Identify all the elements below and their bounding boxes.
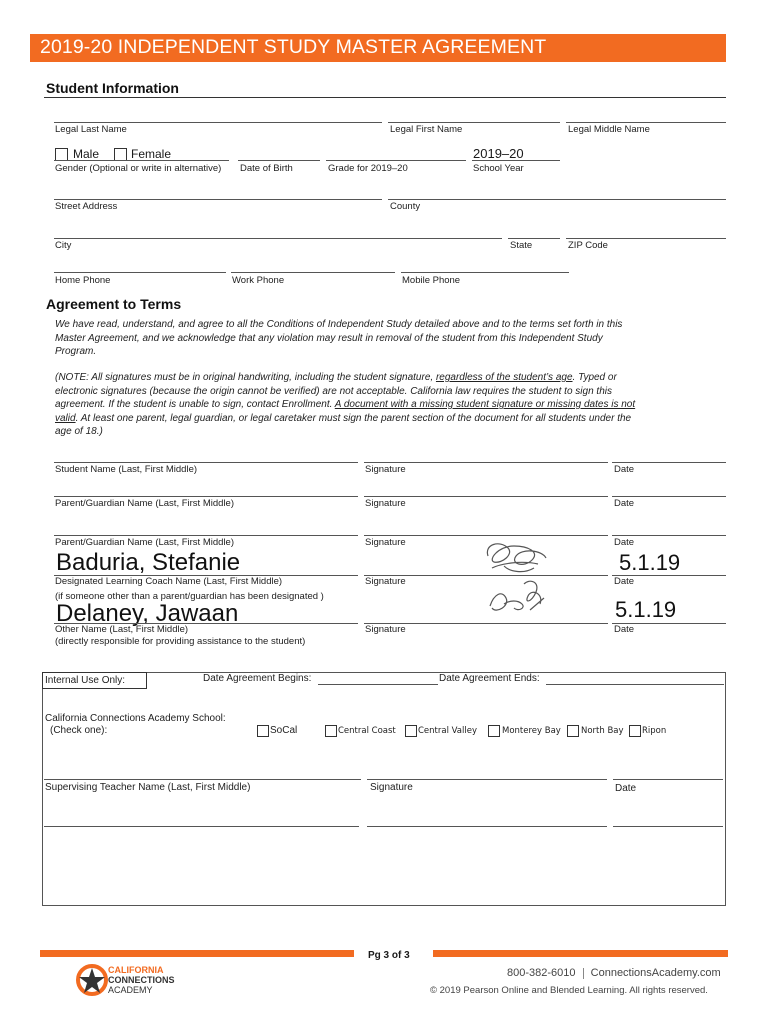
signature-label: Signature [365,464,406,475]
date-begins-line[interactable] [318,684,438,685]
home-phone-line[interactable] [54,272,226,273]
mobile-phone-line[interactable] [401,272,569,273]
ripon-checkbox[interactable] [629,725,641,737]
coach-name-value: Baduria, Stefanie [56,549,241,576]
document-title: 2019-20 INDEPENDENT STUDY MASTER AGREEMENT [40,36,547,58]
logo-mark [75,963,109,997]
parent2-signature-line[interactable] [364,535,608,536]
last-name-line[interactable] [54,122,382,123]
central-valley-label: Central Valley [418,726,477,736]
parent2-name-label: Parent/Guardian Name (Last, First Middle) [55,537,234,548]
footer-contact [507,967,721,979]
parent1-name-line[interactable] [54,496,358,497]
date-ends-line[interactable] [546,684,724,685]
central-coast-label: Central Coast [338,726,396,736]
footer-bar-left [40,950,354,957]
student-name-label: Student Name (Last, First Middle) [55,464,198,475]
page-number: Pg 3 of 3 [368,950,410,961]
date-label: Date [614,576,635,587]
school-year-line[interactable] [472,160,560,161]
footer-phone: 800-382-6010 [507,967,576,979]
dob-line[interactable] [238,160,320,161]
note-line [55,371,725,385]
student-date-line[interactable] [612,462,726,463]
zip-line[interactable] [566,238,726,239]
male-label: Male [73,147,100,161]
monterey-bay-checkbox[interactable] [488,725,500,737]
para-line: We have read, understand, and agree to all the Conditions of Independent Study detailed above and to the terms set forth in this [55,319,623,330]
first-name-line[interactable] [388,122,560,123]
school-year-value: 2019–20 [473,146,524,161]
supervising-lower-line [44,826,359,827]
coach-date-value: 5.1.19 [619,550,681,575]
ripon-label: Ripon [642,726,667,736]
note-line [55,398,725,412]
parent2-name-line[interactable] [54,535,358,536]
date-label: Date [614,464,635,475]
parent1-name-label: Parent/Guardian Name (Last, First Middle) [55,498,234,509]
grade-label: Grade for 2019–20 [328,163,408,174]
socal-label: SoCal [270,725,298,736]
agreement-heading: Agreement to Terms [46,296,182,312]
logo-line: CONNECTIONS [108,975,175,985]
note-line [55,412,725,426]
date-label: Date [614,498,635,509]
note-line: electronic signatures (because the origin cannot be verified) are not acceptable. California law requires the student to sign this [55,385,612,397]
mobile-phone-label: Mobile Phone [402,275,461,286]
dob-label: Date of Birth [240,163,293,174]
north-bay-checkbox[interactable] [567,725,579,737]
supervising-date-top-line[interactable] [613,779,723,780]
supervising-date-label: Date [615,783,637,794]
county-line[interactable] [388,199,726,200]
internal-use-label: Internal Use Only: [45,675,126,686]
note-line: age of 18.) [55,426,103,437]
monterey-bay-label: Monterey Bay [502,726,561,736]
signature-note [55,371,725,439]
central-coast-checkbox[interactable] [325,725,337,737]
note-text: agreement. If the student is unable to sign, contact Enrollment. [55,399,335,410]
note-underlined: A document with a missing student signature or missing dates is not [334,399,636,410]
coach-note: (if someone other than a parent/guardian has been designated ) [55,591,324,602]
supervising-lower-line [613,826,723,827]
other-date-value: 5.1.19 [615,597,677,622]
supervising-name-label: Supervising Teacher Name (Last, First Middle) [45,782,251,793]
student-info-heading: Student Information [46,80,179,96]
home-phone-label: Home Phone [55,275,111,286]
note-text: . Typed or [572,372,617,383]
city-label: City [55,240,72,251]
date-ends-label: Date Agreement Ends: [439,673,540,684]
signature-label: Signature [365,498,406,509]
logo-line: CALIFORNIA [108,965,164,975]
street-line[interactable] [54,199,382,200]
supervising-name-line[interactable] [44,779,361,780]
gender-line[interactable] [54,160,229,161]
footer-bar-right [433,950,728,957]
socal-checkbox[interactable] [257,725,269,737]
date-label: Date [614,624,635,635]
signature-label: Signature [365,624,406,635]
work-phone-line[interactable] [231,272,395,273]
central-valley-checkbox[interactable] [405,725,417,737]
other-name-value: Delaney, Jawaan [56,600,239,627]
coach-name-label: Designated Learning Coach Name (Last, First Middle) [55,576,283,587]
para-line: Master Agreement, and we acknowledge that any violation may result in removal of the student from this Independent Study [55,332,603,344]
legal-middle-name-label: Legal Middle Name [568,124,650,135]
legal-last-name-label: Legal Last Name [55,124,127,135]
school-year-label: School Year [473,163,524,174]
north-bay-label: North Bay [581,726,624,736]
other-name-label: Other Name (Last, First Middle) [55,624,189,635]
other-note: (directly responsible for providing assistance to the student) [55,636,306,647]
date-begins-label: Date Agreement Begins: [203,673,312,684]
state-line[interactable] [508,238,560,239]
work-phone-label: Work Phone [232,275,285,286]
check-one-label: (Check one): [50,725,108,736]
gender-label: Gender (Optional or write in alternative) [55,163,222,174]
footer-copyright: © 2019 Pearson Online and Blended Learning. All rights reserved. [430,985,708,996]
parent1-signature-line[interactable] [364,496,608,497]
parent1-date-line[interactable] [612,496,726,497]
note-text: (NOTE: All signatures must be in original handwriting, including the student signature, [55,372,436,383]
street-address-label: Street Address [55,201,118,212]
footer-website: ConnectionsAcademy.com [590,967,721,979]
coach-signature-scribble [480,538,552,578]
other-signature-scribble [484,574,550,620]
supervising-signature-line[interactable] [367,779,607,780]
city-line[interactable] [54,238,502,239]
logo-line: ACADEMY [108,985,153,995]
date-label: Date [614,537,635,548]
student-name-line[interactable] [54,462,358,463]
note-text: . At least one parent, legal guardian, or legal caretaker must sign the parent section of the document for all students under the [75,412,632,424]
supervising-lower-line [367,826,607,827]
female-label: Female [131,147,172,161]
logo-text [108,965,175,995]
legal-first-name-label: Legal First Name [390,124,463,135]
middle-name-line[interactable] [566,122,726,123]
agreement-paragraph [55,318,725,359]
signature-label: Signature [365,576,406,587]
supervising-signature-label: Signature [370,782,413,793]
zip-label: ZIP Code [568,240,608,251]
note-underlined: regardless of the student’s age [435,372,573,383]
para-line: Program. [55,346,97,357]
grade-line[interactable] [326,160,466,161]
parent2-date-line[interactable] [612,535,726,536]
school-label: California Connections Academy School: [45,713,226,724]
star-logo-icon [75,963,109,997]
student-signature-line[interactable] [364,462,608,463]
county-label: County [390,201,421,212]
heading-rule [44,97,726,98]
state-label: State [510,240,533,251]
signature-label: Signature [365,537,406,548]
note-underlined: valid [55,412,76,424]
